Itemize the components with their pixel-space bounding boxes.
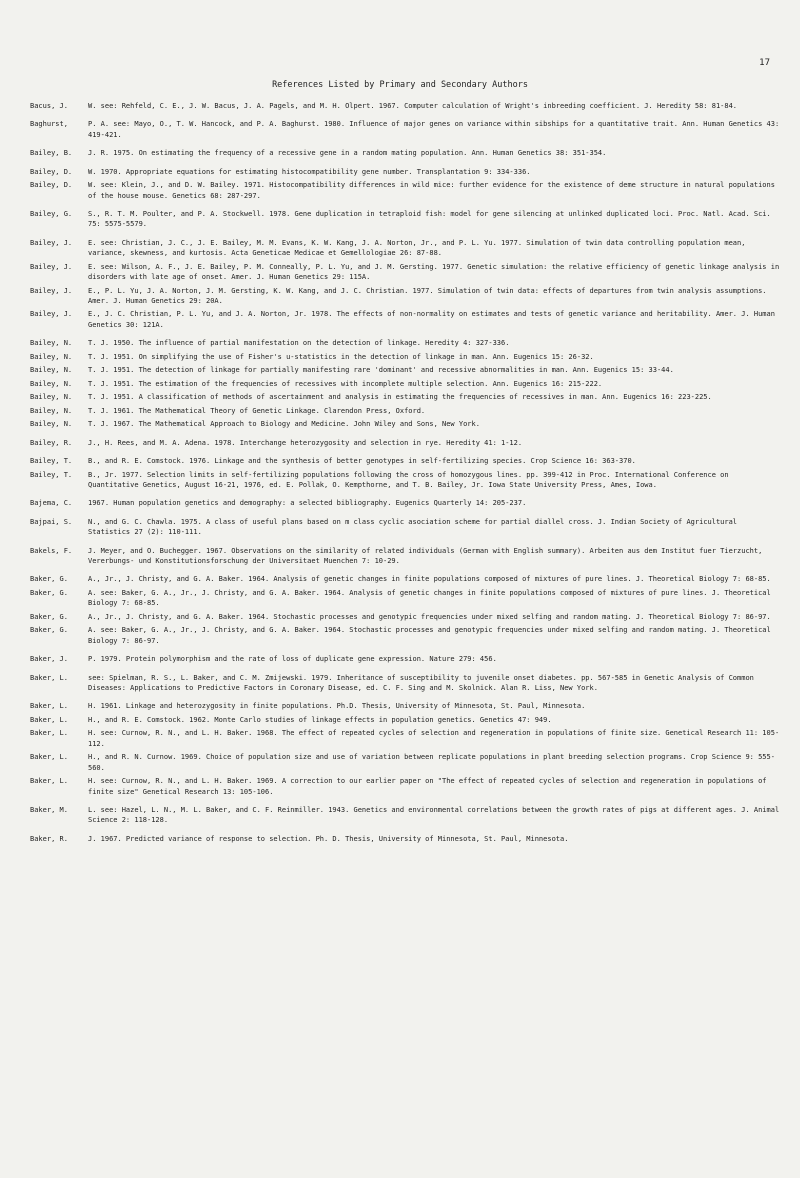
reference-author: Bajema, C. [30,499,73,508]
reference-text: P. 1979. Protein polymorphism and the rate of loss of duplicate gene expression. Nature 279: 456. [88,655,497,664]
reference-author: Bakels, F. [30,546,73,555]
reference-author: Bailey, T. [30,470,73,479]
reference-text: P. A. see: Mayo, O., T. W. Hancock, and P. A. Baghurst. 1980. Influence of major genes on variance within sibships for a quantitative trait. Ann. Human Genetics 43: 419-421. [88,120,780,139]
reference-text: T. J. 1961. The Mathematical Theory of Genetic Linkage. Clarendon Press, Oxford. [88,406,426,415]
reference-entry [0,262,800,283]
reference-author: Bailey, B. [30,149,73,158]
reference-author: Bailey, N. [30,366,73,375]
reference-author: Bacus, J. [30,102,68,110]
reference-entry [0,752,800,773]
reference-author: Bailey, N. [30,352,73,361]
reference-entry [0,338,800,348]
reference-text: J., H. Rees, and M. A. Adena. 1978. Interchange heterozygosity and selection in rye. Heredity 41: 1-12. [88,438,523,447]
reference-author: Baker, J. [30,655,68,664]
reference-entry [0,701,800,711]
page-title: References Listed by Primary and Secondary Authors [272,80,528,90]
reference-entry [0,517,800,538]
reference-author: Bailey, T. [30,457,73,466]
page-number: 17 [759,58,770,68]
reference-entry [0,309,800,330]
reference-text: H. see: Curnow, R. N., and L. H. Baker. 1969. A correction to our earlier paper on "The effect of repeated cycles of selection and regeneration in populations of finite size" Genetical Research 13: 105-106. [88,777,767,796]
reference-text: T. J. 1950. The influence of partial manifestation on the detection of linkage. Heredity 4: 327-336. [88,339,510,348]
reference-entry [0,438,800,448]
reference-text: E. see: Wilson, A. F., J. E. Bailey, P. M. Conneally, P. L. Yu, and J. M. Gersting. 1977. Genetic simulation: the relative efficiency of genetic linkage analysis in disorders with late age of onset. Amer. J. Human Genetics 29: 115A. [88,262,780,282]
reference-text: W. see: Rehfeld, C. E., J. W. Bacus, J. A. Pagels, and M. H. Olpert. 1967. Computer calculation of Wright's inbreeding coefficient. J. Heredity 58: 81-84. [88,102,738,110]
reference-entry [0,209,800,230]
reference-author: Bailey, G. [30,209,73,218]
reference-entry [0,673,800,694]
reference-text: A., Jr., J. Christy, and G. A. Baker. 1964. Analysis of genetic changes in finite populations composed of mixtures of pure lines. J. Theoretical Biology 7: 68-85. [88,575,771,584]
reference-author: Bailey, D. [30,167,73,176]
reference-text: 1967. Human population genetics and demography: a selected bibliography. Eugenics Quarterly 14: 205-237. [88,499,527,508]
reference-author: Baker, G. [30,612,68,621]
reference-author: Bailey, N. [30,406,73,415]
reference-entry [0,167,800,177]
reference-text: H. see: Curnow, R. N., and L. H. Baker. 1968. The effect of repeated cycles of selection and regeneration in populations of finite size. Genetical Research 11: 105-112. [88,729,780,748]
reference-author: Baker, L. [30,702,68,711]
reference-author: Bajpai, S. [30,517,73,526]
reference-entry [0,286,800,307]
reference-entry [0,180,800,201]
reference-entry [0,470,800,491]
reference-author: Baker, L. [30,673,68,682]
reference-author: Bailey, D. [30,181,73,190]
reference-author: Bailey, N. [30,379,73,388]
reference-author: Baker, L. [30,715,68,724]
reference-text: T. J. 1951. The estimation of the frequencies of recessives with incomplete multiple selection. Ann. Eugenics 16: 215-222. [88,379,603,388]
reference-author: Baker, G. [30,626,68,635]
reference-text: H. 1961. Linkage and heterozygosity in finite populations. Ph.D. Thesis, University of Minnesota, St. Paul, Minnesota. [88,702,586,711]
reference-text: W. 1970. Appropriate equations for estimating histocompatibility gene number. Transplantation 9: 334-336. [88,167,531,176]
reference-entry [0,805,800,826]
reference-author: Baker, L. [30,753,68,762]
reference-text: see: Spielman, R. S., L. Baker, and C. M. Zmijewski. 1979. Inheritance of susceptibility to juvenile onset diabetes. pp. 567-585 in Genetic Analysis of Common Diseases: Applications to Predictive Factors in Coronary Disease, ed. C. F. Sing and M. Skolnick. Alan R. Liss, New York. [88,673,754,692]
reference-author: Bailey, N. [30,420,73,429]
reference-text: J. R. 1975. On estimating the frequency of a recessive gene in a random mating population. Ann. Human Genetics 38: 351-354. [88,149,607,158]
reference-text: E., P. L. Yu, J. A. Norton, J. M. Gersting, K. W. Kang, and J. C. Christian. 1977. Simulation of twin data: effects of departures from twin analysis assumptions. Amer. J. Human Genetics 29: 20A. [88,286,767,305]
reference-entry [0,101,800,111]
reference-entry [0,715,800,725]
reference-author: Bailey, J. [30,286,73,295]
reference-author: Baghurst, [30,120,68,129]
reference-entry [0,119,800,140]
reference-entry [0,546,800,567]
reference-entry [0,776,800,797]
reference-list [0,101,800,847]
reference-entry [0,379,800,389]
reference-entry [0,574,800,584]
reference-entry [0,148,800,158]
reference-author: Bailey, J. [30,310,73,319]
reference-text: S., R. T. M. Poulter, and P. A. Stockwell. 1978. Gene duplication in tetraploid fish: model for gene silencing at unlinked duplicated loci. Proc. Natl. Acad. Sci. 75: 5575-5579. [88,209,771,229]
reference-author: Baker, G. [30,575,68,584]
reference-entry [0,612,800,622]
reference-text: L. see: Hazel, L. N., M. L. Baker, and C. F. Reinmiller. 1943. Genetics and environmental correlations between the growth rates of pigs at different ages. J. Animal Science 2: 118-128. [88,806,780,825]
reference-text: E., J. C. Christian, P. L. Yu, and J. A. Norton, Jr. 1978. The effects of non-normality on estimates and tests of genetic variance and heritability. Amer. J. Human Genetics 30: 121A. [88,310,775,329]
reference-author: Bailey, R. [30,438,73,447]
reference-entry [0,728,800,749]
reference-entry [0,588,800,609]
reference-text: T. J. 1951. A classification of methods of ascertainment and analysis in estimating the frequencies of recessives in man. Ann. Eugenics 16: 223-225. [88,393,712,402]
reference-entry [0,365,800,375]
reference-entry [0,654,800,664]
reference-entry [0,392,800,402]
reference-entry [0,419,800,429]
reference-author: Baker, M. [30,806,68,814]
reference-text: N., and G. C. Chawla. 1975. A class of useful plans based on m class cyclic asociation scheme for partial diallel cross. J. Indian Society of Agricultural Statistics 27 (2): 110-111. [88,517,738,537]
reference-entry [0,625,800,646]
reference-text: E. see: Christian, J. C., J. E. Bailey, M. M. Evans, K. W. Kang, J. A. Norton, Jr., and P. L. Yu. 1977. Simulation of twin data controlling population mean, variance, skewness, and kurtosis. Acta Geneticae Medicae et Gemellologiae 26: 87-88. [88,238,746,258]
reference-entry [0,456,800,466]
reference-text: A. see: Baker, G. A., Jr., J. Christy, and G. A. Baker. 1964. Analysis of genetic changes in finite populations composed of mixtures of pure lines. J. Theoretical Biology 7: 68-85. [88,588,771,608]
reference-text: A. see: Baker, G. A., Jr., J. Christy, and G. A. Baker. 1964. Stochastic processes and genotypic frequencies under mixed selfing and random mating. J. Theoretical Biology 7: 86-97. [88,626,771,645]
reference-author: Baker, R. [30,834,68,843]
reference-text: H., and R. N. Curnow. 1969. Choice of population size and use of variation between replicate populations in plant breeding selection programs. Crop Science 9: 555-560. [88,753,775,772]
reference-text: J. Meyer, and O. Buchegger. 1967. Observations on the similarity of related individuals (German with English summary). Arbeiten aus dem Institut fuer Tierzucht, Vererbungs- und Konstitutionsforschung der Universitaet Muenchen 7: 10-29. [88,546,763,566]
reference-entry [0,406,800,416]
reference-author: Baker, L. [30,777,68,786]
reference-text: J. 1967. Predicted variance of response to selection. Ph. D. Thesis, University of Minnesota, St. Paul, Minnesota. [88,834,569,843]
reference-author: Bailey, N. [30,393,73,402]
reference-text: T. J. 1951. On simplifying the use of Fisher's u-statistics in the detection of linkage in man. Ann. Eugenics 15: 26-32. [88,352,594,361]
reference-entry [0,352,800,362]
reference-text: H., and R. E. Comstock. 1962. Monte Carlo studies of linkage effects in population genetics. Genetics 47: 949. [88,715,552,724]
reference-author: Baker, G. [30,588,68,597]
reference-entry [0,238,800,259]
reference-text: B., Jr. 1977. Selection limits in self-fertilizing populations following the cross of homozygous lines. pp. 399-412 in Proc. International Conference on Quantitative Genetics, August 16-21, 1976, ed. E. Pollak, O. Kempthorne, and T. B. Bailey, Jr. Iowa State University Press, Ames, Iowa. [88,470,729,489]
reference-text: T. J. 1951. The detection of linkage for partially manifesting rare 'dominant' and recessive abnormalities in man. Ann. Eugenics 15: 33-44. [88,366,674,375]
reference-author: Bailey, J. [30,262,73,271]
reference-text: B., and R. E. Comstock. 1976. Linkage and the synthesis of better genotypes in self-fertilizing species. Crop Science 16: 363-370. [88,457,636,466]
reference-entry [0,498,800,508]
reference-author: Bailey, J. [30,238,73,247]
reference-author: Bailey, N. [30,339,73,348]
reference-text: A., Jr., J. Christy, and G. A. Baker. 1964. Stochastic processes and genotypic frequencies under mixed selfing and random mating. J. Theoretical Biology 7: 86-97. [88,612,771,621]
reference-entry [0,834,800,844]
reference-author: Baker, L. [30,729,68,738]
reference-text: W. see: Klein, J., and D. W. Bailey. 1971. Histocompatibility differences in wild mice: further evidence for the existence of deme structure in natural populations of the house mouse. Genetics 68: 287-297. [88,181,775,200]
reference-text: T. J. 1967. The Mathematical Approach to Biology and Medicine. John Wiley and Sons, New York. [88,420,480,429]
